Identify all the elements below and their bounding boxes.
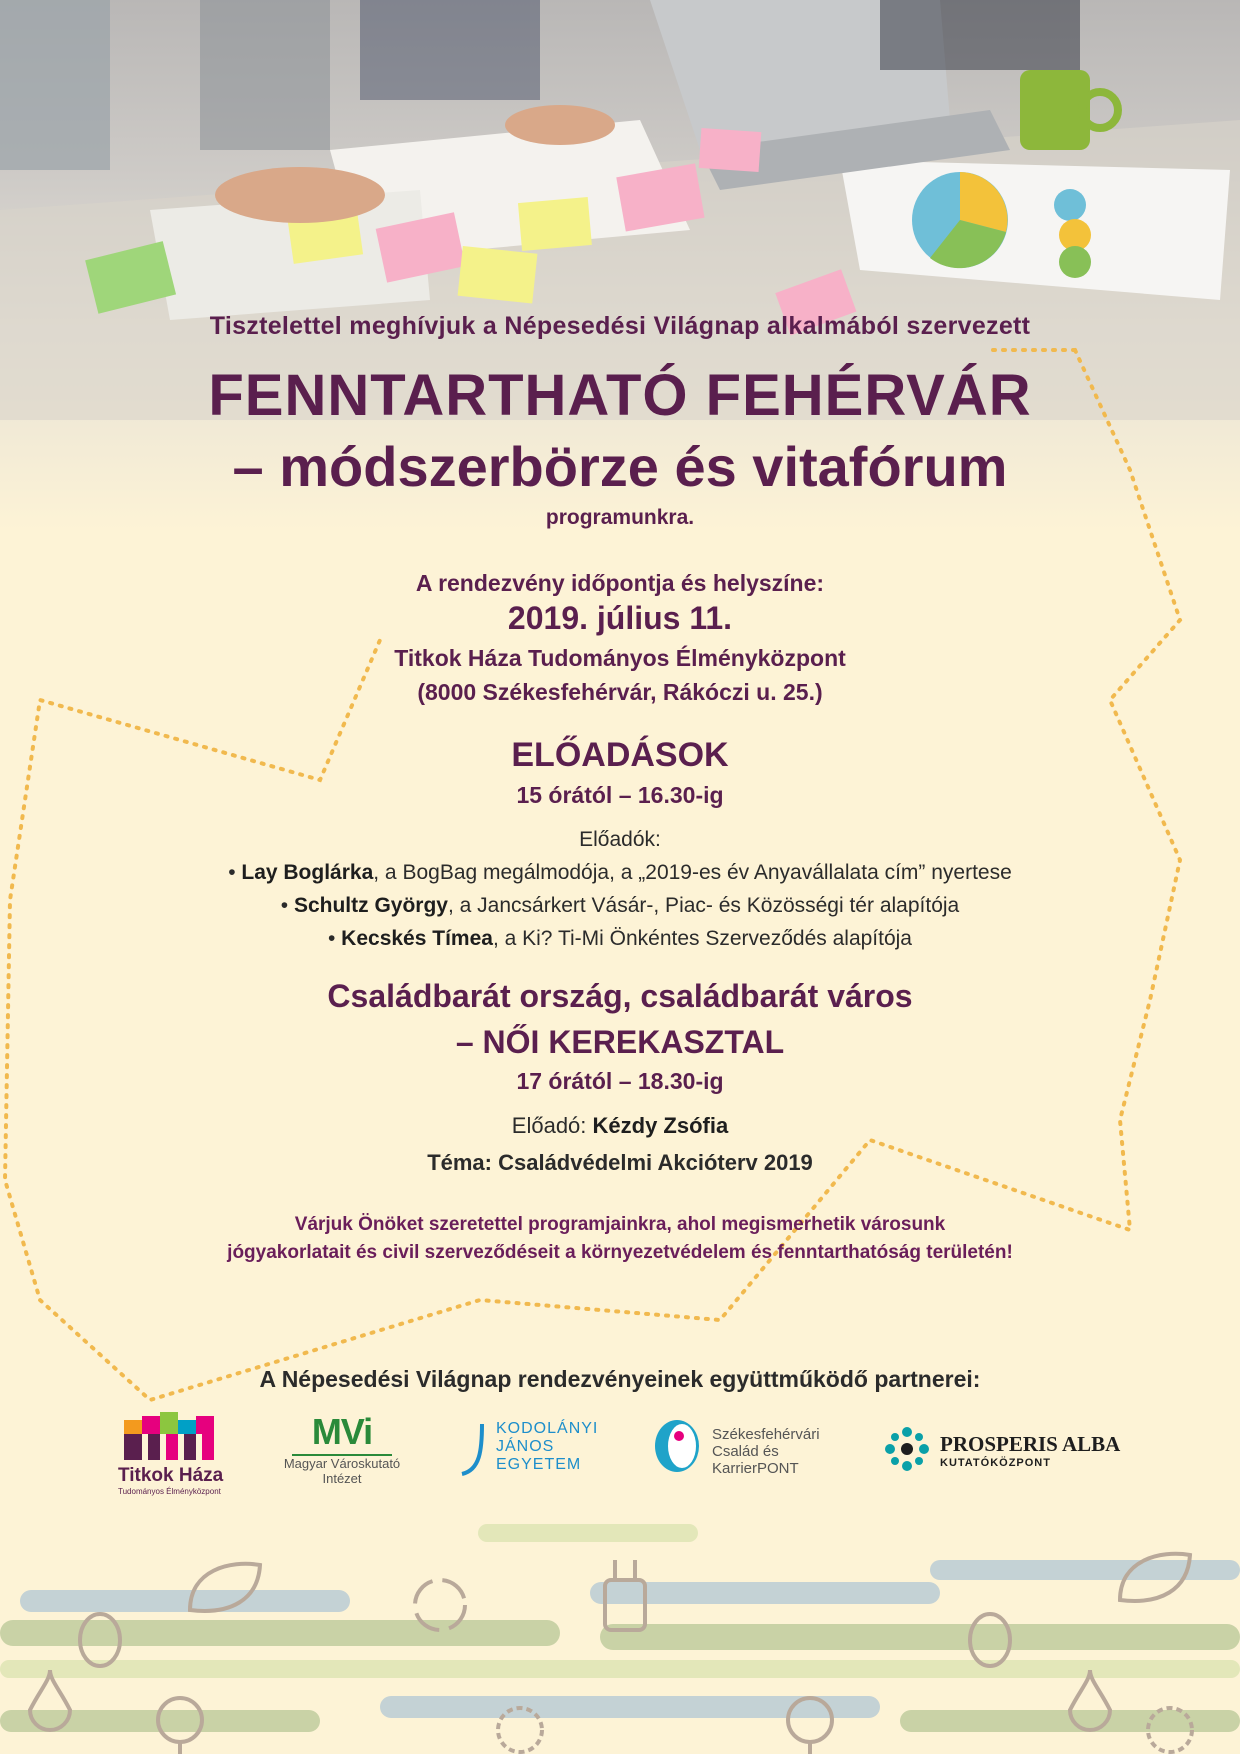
- prosperis-alba-mark-icon: [884, 1426, 930, 1472]
- prosperis-alba-line1: PROSPERIS ALBA: [940, 1432, 1121, 1456]
- speaker-bullet: •: [280, 894, 294, 917]
- titkok-haza-sub: Tudományos Élményközpont: [118, 1487, 221, 1496]
- csalad-karrierpont-line1: Székesfehérvári: [712, 1426, 820, 1443]
- speaker-desc: , a Jancsárkert Vásár-, Piac- és Közösségi tér alapítója: [447, 894, 960, 917]
- prosperis-alba-logo: [884, 1410, 1134, 1500]
- speaker-name: Lay Boglárka: [241, 861, 374, 884]
- speaker-name: Schultz György: [293, 894, 448, 917]
- roundtable-topic: Téma: Családvédelmi Akcióterv 2019: [427, 1150, 813, 1175]
- venue-heading: A rendezvény időpontja és helyszíne:: [415, 570, 825, 596]
- partners-heading: A Népesedési Világnap rendezvényeinek együttműködő partnerei:: [259, 1366, 981, 1392]
- csalad-karrierpont-mark-icon: [652, 1418, 702, 1474]
- mvi-line1: Magyar Városkutató: [283, 1456, 401, 1471]
- venue-address: (8000 Székesfehérvár, Rákóczi u. 25.): [417, 679, 823, 705]
- csalad-karrierpont-line2: Család és KarrierPONT: [712, 1443, 799, 1477]
- roundtable-subheading: – NŐI KEREKASZTAL: [455, 1024, 785, 1060]
- kodolanyi-line3: EGYETEM: [496, 1456, 582, 1473]
- speaker-item: [0, 894, 1240, 918]
- kodolanyi-line1: KODOLÁNYI: [496, 1420, 599, 1437]
- invite-line: Tisztelettel meghívjuk a Népesedési Világnap alkalmából szervezett: [209, 312, 1031, 340]
- footer-eco-pattern: [0, 1520, 1240, 1754]
- kodolanyi-mark-icon: [458, 1420, 488, 1478]
- roundtable-speaker-name: Kézdy Zsófia: [592, 1113, 729, 1138]
- mvi-mark-text: MVi: [311, 1411, 373, 1452]
- speaker-bullet: •: [327, 927, 342, 950]
- speaker-name: Kecskés Tímea: [341, 927, 493, 950]
- speaker-desc: , a Ki? Ti-Mi Önkéntes Szerveződés alapítója: [492, 927, 912, 950]
- kodolanyi-line2: JÁNOS: [496, 1438, 555, 1455]
- mvi-mark: [272, 1410, 412, 1454]
- event-title: FENNTARTHATÓ FEHÉRVÁR: [208, 363, 1032, 428]
- roundtable-time: 17 órától – 18.30-ig: [516, 1068, 724, 1094]
- roundtable-heading: Családbarát ország, családbarát város: [327, 978, 913, 1014]
- lectures-heading: ELŐADÁSOK: [511, 736, 729, 774]
- speaker-desc: , a BogBag megálmodója, a „2019-es év Anyavállalata cím” nyertese: [373, 861, 1012, 884]
- speakers-label: Előadók:: [579, 828, 661, 851]
- closing-line-2: jógyakorlatait és civil szerveződéseit a környezetvédelem és fenntarthatóság területén!: [227, 1242, 1013, 1263]
- speaker-item: [0, 927, 1240, 951]
- speaker-bullet: •: [228, 861, 242, 884]
- closing-line-1: Várjuk Önöket szeretettel programjainkra, ahol megismerhetik városunk: [294, 1214, 946, 1235]
- event-date: 2019. július 11.: [507, 600, 733, 636]
- csalad-karrierpont-logo: [652, 1410, 852, 1500]
- titkok-haza-logo: [118, 1410, 238, 1500]
- venue-name: Titkok Háza Tudományos Élményközpont: [394, 645, 846, 671]
- titkok-haza-mark-icon: [118, 1410, 228, 1462]
- prosperis-alba-line2: KUTATÓKÖZPONT: [940, 1457, 1051, 1469]
- event-subtitle: – módszerbörze és vitafórum: [232, 435, 1008, 498]
- mvi-logo: [272, 1410, 412, 1500]
- kodolanyi-logo: [458, 1410, 618, 1500]
- program-word: programunkra.: [545, 506, 695, 529]
- lectures-time: 15 órától – 16.30-ig: [516, 782, 724, 808]
- mvi-line2: Intézet: [322, 1471, 362, 1486]
- speaker-item: [0, 861, 1240, 885]
- roundtable-speaker-label: Előadó:: [511, 1113, 593, 1138]
- roundtable-speaker: [0, 1113, 1240, 1139]
- titkok-haza-name: Titkok Háza: [118, 1465, 224, 1486]
